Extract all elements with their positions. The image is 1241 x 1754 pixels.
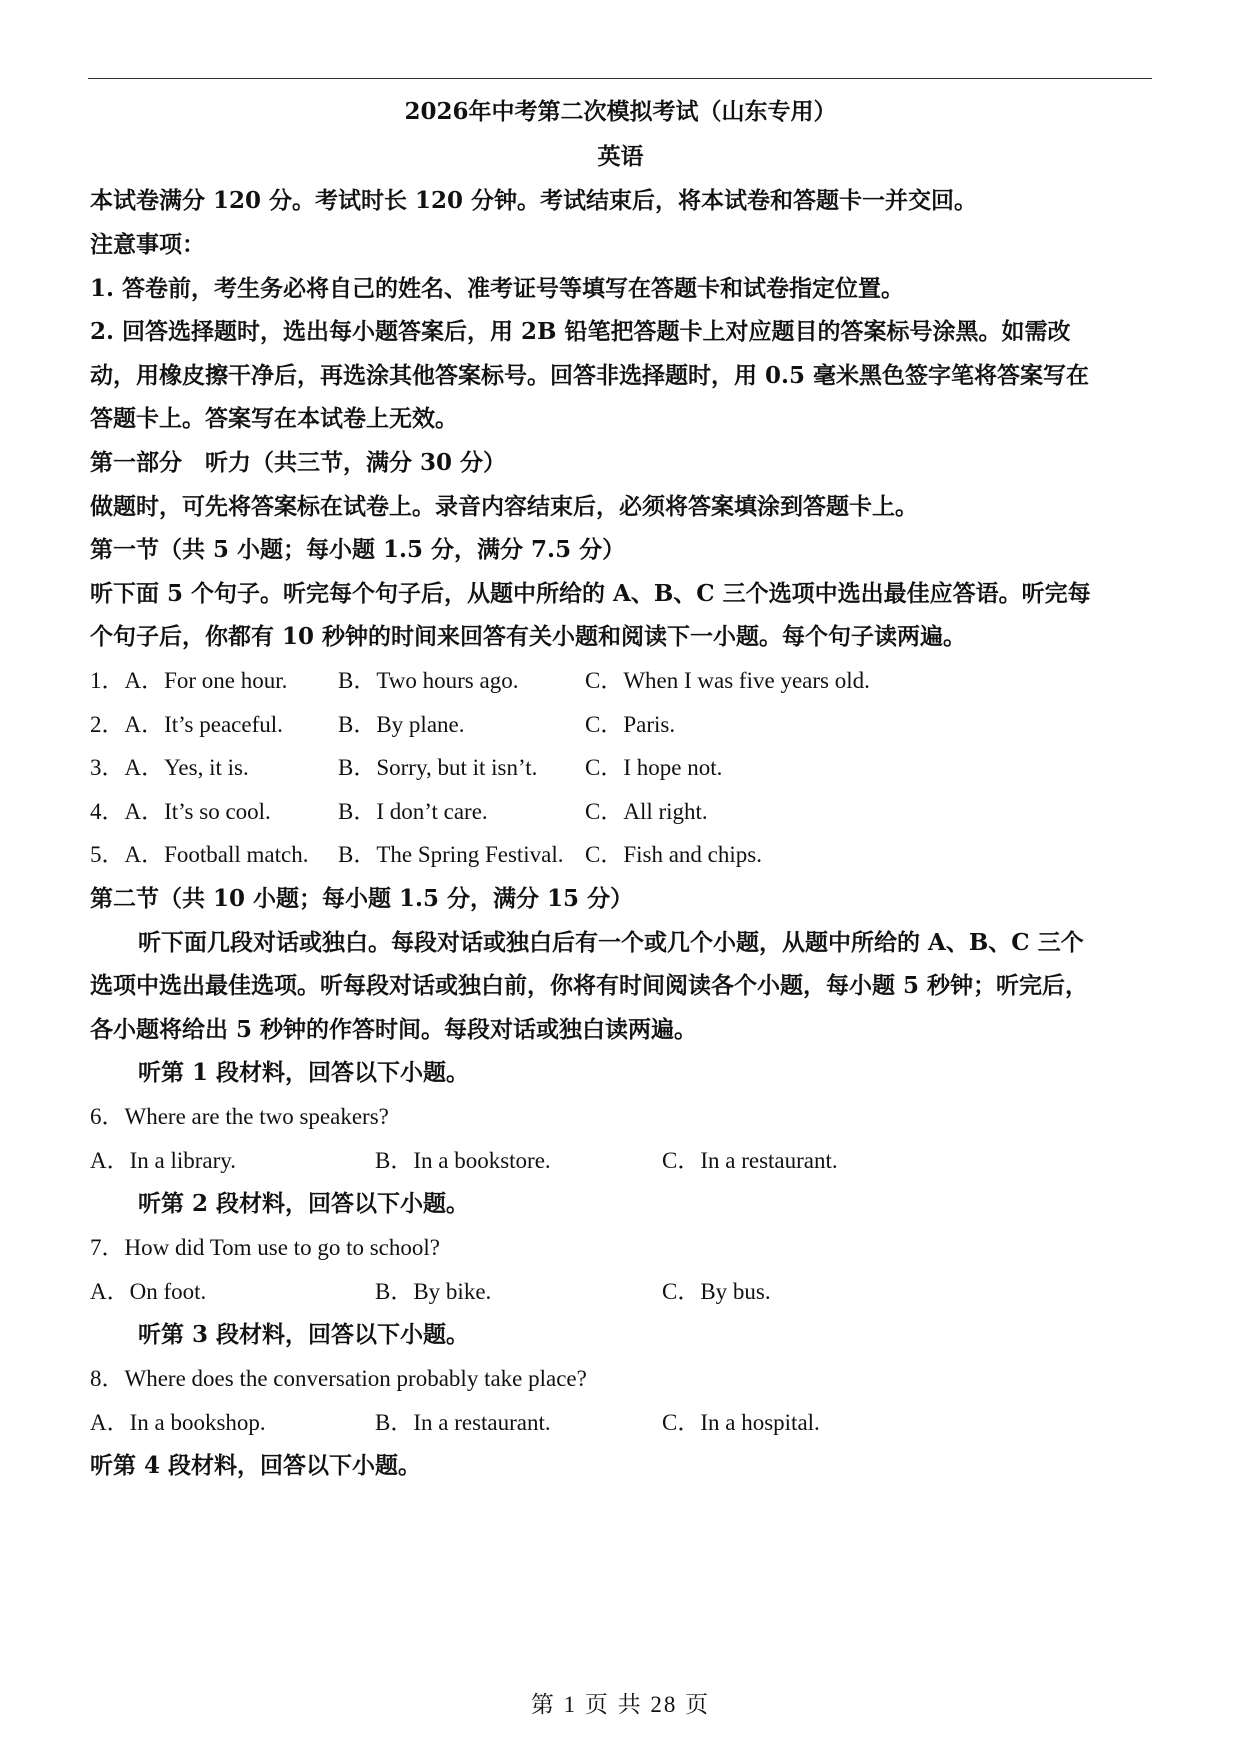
q8-option-c: C．In a hospital. — [662, 1410, 820, 1435]
page-footer: 第 1 页 共 28 页 — [530, 1692, 711, 1717]
q7-option-b: B．By bike. — [375, 1279, 492, 1304]
q2-option-b: B．By plane. — [338, 712, 465, 737]
section1-instr-line-2: 个句子后，你都有 10 秒钟的时间来回答有关小题和阅读下一小题。每个句子读两遍。 — [90, 623, 967, 650]
q1-option-b: B．Two hours ago. — [338, 668, 519, 693]
section2-instr-line-1: 听下面几段对话或独白。每段对话或独白后有一个或几个小题，从题中所给的 A、B、C 三个 — [138, 929, 1084, 956]
q5-option-b: B．The Spring Festival. — [338, 842, 564, 867]
q6-option-b: B．In a bookstore. — [375, 1148, 551, 1173]
q3-option-b: B．Sorry, but it isn’t. — [338, 755, 538, 780]
note-2-line-1: 2. 回答选择题时，选出每小题答案后，用 2B 铅笔把答题卡上对应题目的答案标号涂黑。如需改 — [90, 318, 1071, 345]
q6-stem: 6．Where are the two speakers? — [90, 1104, 389, 1129]
q3-option-c: C．I hope not. — [585, 755, 723, 780]
section1-instr-line-1: 听下面 5 个句子。听完每个句子后，从题中所给的 A、B、C 三个选项中选出最佳应答语。听完每 — [90, 580, 1091, 607]
q2-option-c: C．Paris. — [585, 712, 676, 737]
intro-text: 本试卷满分 120 分。考试时长 120 分钟。考试结束后，将本试卷和答题卡一并交回。 — [90, 187, 978, 214]
q7-stem: 7．How did Tom use to go to school? — [90, 1235, 440, 1260]
q8-option-b: B．In a restaurant. — [375, 1410, 551, 1435]
exam-title: 2026年中考第二次模拟考试（山东专用） — [404, 98, 837, 125]
part1-instructions: 做题时，可先将答案标在试卷上。录音内容结束后，必须将答案填涂到答题卡上。 — [90, 493, 918, 520]
section2-instr-line-2: 选项中选出最佳选项。听每段对话或独白前，你将有时间阅读各个小题，每小题 5 秒钟；听完后， — [90, 972, 1089, 999]
q1-option-a: 1．A．For one hour. — [90, 668, 288, 693]
material-3-heading: 听第 3 段材料，回答以下小题。 — [138, 1321, 470, 1348]
q6-option-c: C．In a restaurant. — [662, 1148, 838, 1173]
q7-option-c: C．By bus. — [662, 1279, 771, 1304]
q2-option-a: 2．A．It’s peaceful. — [90, 712, 283, 737]
top-rule — [88, 78, 1152, 79]
q4-option-b: B．I don’t care. — [338, 799, 488, 824]
note-1: 1. 答卷前，考生务必将自己的姓名、准考证号等填写在答题卡和试卷指定位置。 — [90, 275, 905, 302]
q1-option-c: C．When I was five years old. — [585, 668, 870, 693]
q4-option-c: C．All right. — [585, 799, 708, 824]
section2-heading: 第二节（共 10 小题；每小题 1.5 分，满分 15 分） — [90, 885, 634, 912]
q5-option-a: 5．A．Football match. — [90, 842, 309, 867]
material-2-heading: 听第 2 段材料，回答以下小题。 — [138, 1190, 470, 1217]
section2-instr-line-3: 各小题将给出 5 秒钟的作答时间。每段对话或独白读两遍。 — [90, 1016, 698, 1043]
section1-heading: 第一节（共 5 小题；每小题 1.5 分，满分 7.5 分） — [90, 536, 626, 563]
q6-option-a: A．In a library. — [90, 1148, 237, 1173]
material-1-heading: 听第 1 段材料，回答以下小题。 — [138, 1059, 470, 1086]
notes-heading: 注意事项： — [90, 231, 205, 258]
note-2-line-2: 动，用橡皮擦干净后，再选涂其他答案标号。回答非选择题时，用 0.5 毫米黑色签字笔将答案写在 — [90, 362, 1090, 389]
q8-stem: 8．Where does the conversation probably take place? — [90, 1366, 587, 1391]
q7-option-a: A．On foot. — [90, 1279, 207, 1304]
q8-option-a: A．In a bookshop. — [90, 1410, 266, 1435]
q3-option-a: 3．A．Yes, it is. — [90, 755, 249, 780]
q4-option-a: 4．A．It’s so cool. — [90, 799, 271, 824]
material-4-heading: 听第 4 段材料，回答以下小题。 — [90, 1452, 422, 1479]
q5-option-c: C．Fish and chips. — [585, 842, 762, 867]
note-2-line-3: 答题卡上。答案写在本试卷上无效。 — [90, 405, 458, 432]
part1-heading: 第一部分 听力（共三节，满分 30 分） — [90, 449, 507, 476]
subject-title: 英语 — [597, 143, 644, 170]
